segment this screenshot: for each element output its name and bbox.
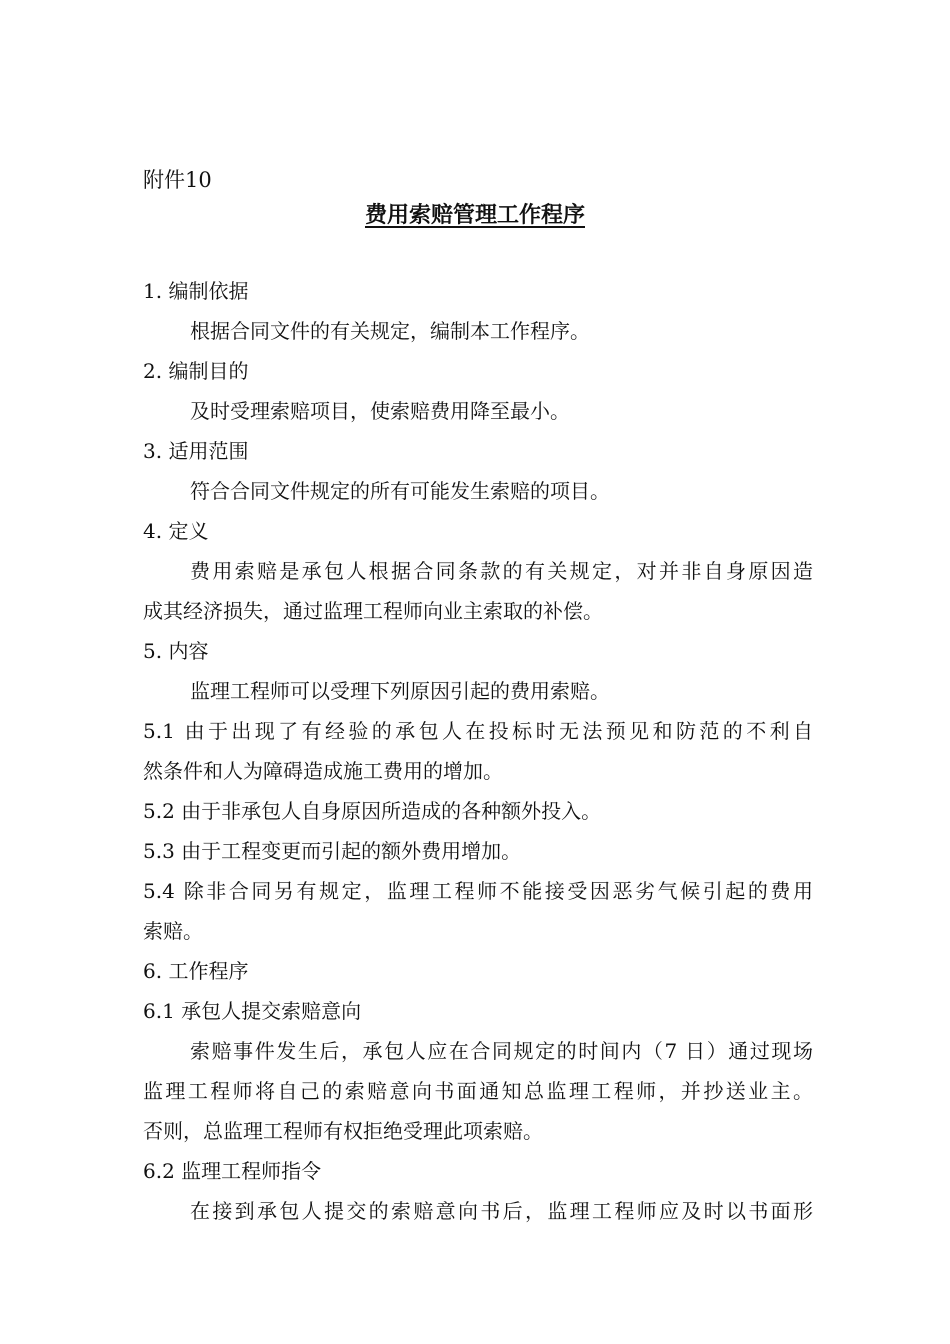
attachment-label: 附件10 <box>143 168 212 192</box>
text-line: 费用索赔是承包人根据合同条款的有关规定，对并非自身原因造 <box>190 559 813 583</box>
text-line: 6.2 监理工程师指令 <box>143 1159 322 1183</box>
text-line: 监理工程师将自己的索赔意向书面通知总监理工程师，并抄送业主。 <box>143 1079 813 1103</box>
text-line: 索赔事件发生后，承包人应在合同规定的时间内（7 日）通过现场 <box>190 1039 813 1063</box>
text-line: 成其经济损失，通过监理工程师向业主索取的补偿。 <box>143 599 603 623</box>
document-body <box>143 271 813 1231</box>
text-line: 在接到承包人提交的索赔意向书后，监理工程师应及时以书面形 <box>190 1199 813 1223</box>
document-title: 费用索赔管理工作程序 <box>364 202 585 228</box>
text-line: 监理工程师可以受理下列原因引起的费用索赔。 <box>190 679 610 703</box>
text-line: 符合合同文件规定的所有可能发生索赔的项目。 <box>190 479 610 503</box>
text-line: 索赔。 <box>143 919 203 943</box>
text-line: 6.1 承包人提交索赔意向 <box>143 999 362 1023</box>
text-line: 否则，总监理工程师有权拒绝受理此项索赔。 <box>143 1119 543 1143</box>
text-line: 3. 适用范围 <box>143 439 249 463</box>
text-line: 5.3 由于工程变更而引起的额外费用增加。 <box>143 839 522 863</box>
text-line: 1. 编制依据 <box>143 279 249 303</box>
text-line: 5.4 除非合同另有规定，监理工程师不能接受因恶劣气候引起的费用 <box>143 879 813 903</box>
text-line: 6. 工作程序 <box>143 959 249 983</box>
text-line: 4. 定义 <box>143 519 209 543</box>
text-line: 5.2 由于非承包人自身原因所造成的各种额外投入。 <box>143 799 602 823</box>
text-line: 5. 内容 <box>143 639 209 663</box>
text-line: 5.1 由于出现了有经验的承包人在投标时无法预见和防范的不利自 <box>143 719 813 743</box>
text-line: 然条件和人为障碍造成施工费用的增加。 <box>143 759 503 783</box>
text-line: 2. 编制目的 <box>143 359 249 383</box>
text-line: 及时受理索赔项目，使索赔费用降至最小。 <box>190 399 570 423</box>
text-line: 根据合同文件的有关规定，编制本工作程序。 <box>190 319 590 343</box>
